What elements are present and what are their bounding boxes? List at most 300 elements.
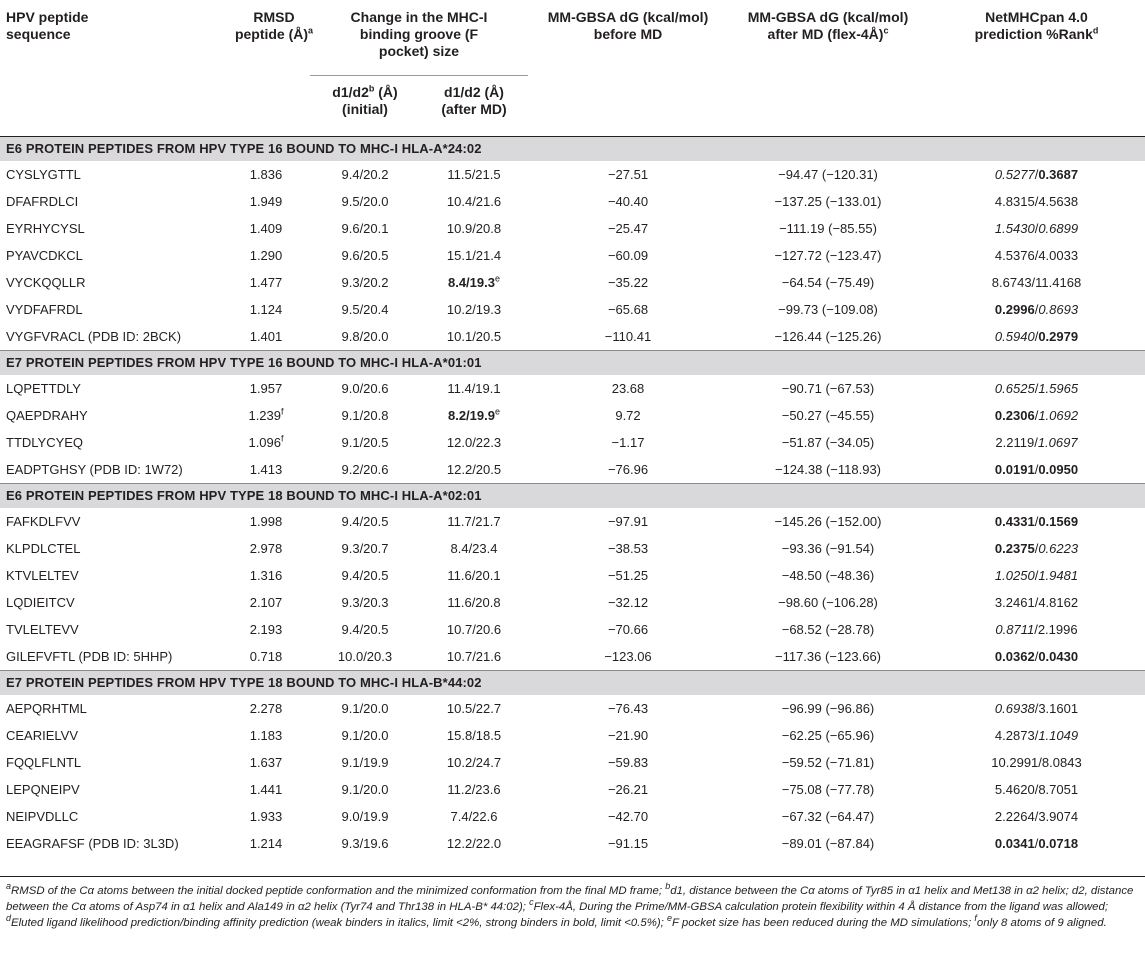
cell-d-after bbox=[420, 616, 528, 643]
header-sequence bbox=[0, 0, 222, 137]
header-groove-text: Change in the MHC-I binding groove (F pocket) size bbox=[350, 9, 488, 59]
cell-rmsd bbox=[222, 535, 310, 562]
header-d-after bbox=[420, 76, 528, 137]
cell-netmhc-ba: 1.1049 bbox=[1038, 727, 1079, 743]
cell-after: −137.25 (−133.01) bbox=[774, 193, 882, 209]
cell-rmsd bbox=[222, 830, 310, 857]
cell-rmsd-value: 1.214 bbox=[249, 835, 283, 851]
cell-sequence: TTDLYCYEQ bbox=[6, 434, 84, 450]
cell-netmhc-ba: 0.1569 bbox=[1038, 513, 1079, 529]
cell-sequence: QAEPDRAHY bbox=[6, 407, 88, 423]
cell-d-initial: 9.4/20.5 bbox=[341, 567, 389, 583]
cell-d-after-value: 11.7/21.7 bbox=[447, 513, 501, 529]
footnote-marker: d bbox=[6, 913, 12, 924]
cell-netmhc-el: 1.5430 bbox=[994, 220, 1035, 236]
cell-rmsd-sup: f bbox=[281, 433, 284, 444]
table-header bbox=[0, 0, 1145, 137]
cell-rmsd-value: 1.401 bbox=[249, 328, 283, 344]
cell-before: 23.68 bbox=[611, 380, 645, 396]
cell-netmhc-sep: / bbox=[1034, 567, 1039, 583]
cell-d-after bbox=[420, 562, 528, 589]
cell-d-after-value: 12.0/22.3 bbox=[446, 434, 502, 450]
cell-netmhc-ba: 11.4168 bbox=[1035, 274, 1082, 290]
cell-d-initial: 9.6/20.1 bbox=[341, 220, 389, 236]
table-row bbox=[0, 830, 1145, 857]
cell-d-after-value: 11.5/21.5 bbox=[447, 166, 501, 182]
section-title: E6 PROTEIN PEPTIDES FROM HPV TYPE 16 BOUND TO MHC-I HLA-A*24:02 bbox=[0, 137, 1145, 162]
cell-d-initial: 9.3/20.3 bbox=[341, 594, 389, 610]
cell-rmsd bbox=[222, 375, 310, 402]
cell-netmhc bbox=[928, 375, 1145, 402]
cell-sequence: PYAVCDKCL bbox=[6, 247, 83, 263]
section-header-row bbox=[0, 484, 1145, 509]
cell-rmsd bbox=[222, 562, 310, 589]
cell-d-after bbox=[420, 535, 528, 562]
header-netmhc bbox=[928, 0, 1145, 137]
cell-d-initial: 9.3/20.7 bbox=[341, 540, 389, 556]
cell-netmhc-ba: 0.8693 bbox=[1038, 301, 1079, 317]
section-header-row bbox=[0, 137, 1145, 162]
cell-before: −21.90 bbox=[607, 727, 649, 743]
cell-netmhc-ba: 4.5638 bbox=[1038, 193, 1079, 209]
section-title: E7 PROTEIN PEPTIDES FROM HPV TYPE 18 BOUND TO MHC-I HLA-B*44:02 bbox=[0, 671, 1145, 696]
cell-netmhc-sep: / bbox=[1034, 781, 1039, 797]
cell-rmsd-value: 1.998 bbox=[249, 513, 283, 529]
footnote-text: RMSD of the Cα atoms between the initial docked peptide conformation and the minimized conformation from the final MD frame; bbox=[11, 885, 666, 897]
cell-d-after-value: 15.1/21.4 bbox=[446, 247, 502, 263]
cell-rmsd bbox=[222, 695, 310, 722]
cell-d-after bbox=[420, 429, 528, 456]
cell-d-after-value: 8.4/23.4 bbox=[450, 540, 498, 556]
cell-netmhc-ba: 4.8162 bbox=[1038, 594, 1079, 610]
cell-netmhc bbox=[928, 508, 1145, 535]
footnote-text: Flex-4Å, During the Prime/MM-GBSA calculation protein flexibility within 4 Å distance from the ligand was allowed; bbox=[533, 901, 1108, 913]
header-rmsd-sup: a bbox=[308, 25, 314, 36]
cell-after: −98.60 (−106.28) bbox=[778, 594, 878, 610]
cell-after: −145.26 (−152.00) bbox=[774, 513, 882, 529]
cell-d-after-value: 7.4/22.6 bbox=[450, 808, 498, 824]
cell-rmsd-value: 1.949 bbox=[249, 193, 283, 209]
cell-rmsd bbox=[222, 456, 310, 484]
cell-d-initial: 9.4/20.5 bbox=[341, 513, 389, 529]
cell-netmhc-el: 2.2119 bbox=[995, 434, 1035, 450]
cell-before: −35.22 bbox=[607, 274, 649, 290]
cell-netmhc bbox=[928, 269, 1145, 296]
section-title: E7 PROTEIN PEPTIDES FROM HPV TYPE 16 BOUND TO MHC-I HLA-A*01:01 bbox=[0, 351, 1145, 376]
cell-d-initial: 10.0/20.3 bbox=[337, 648, 393, 664]
cell-sequence: VYCKQQLLR bbox=[6, 274, 86, 290]
cell-sequence: CEARIELVV bbox=[6, 727, 79, 743]
footnote-marker: c bbox=[529, 897, 534, 908]
footnote-marker: e bbox=[666, 913, 672, 924]
cell-rmsd-value: 1.124 bbox=[249, 301, 283, 317]
cell-d-initial: 9.1/20.8 bbox=[341, 407, 389, 423]
section-header-row bbox=[0, 351, 1145, 376]
cell-d-after-value: 10.7/21.6 bbox=[446, 648, 502, 664]
cell-netmhc-sep: / bbox=[1034, 540, 1039, 556]
cell-sequence: LQDIEITCV bbox=[6, 594, 75, 610]
cell-netmhc bbox=[928, 643, 1145, 671]
footnote bbox=[6, 883, 1139, 931]
table-row bbox=[0, 242, 1145, 269]
cell-sequence: FAFKDLFVV bbox=[6, 513, 81, 529]
cell-rmsd-value: 1.477 bbox=[249, 274, 283, 290]
cell-after: −59.52 (−71.81) bbox=[781, 754, 875, 770]
cell-rmsd bbox=[222, 589, 310, 616]
cell-netmhc-el: 0.6525 bbox=[994, 380, 1035, 396]
cell-rmsd-value: 1.933 bbox=[249, 808, 283, 824]
footnote-text: F pocket size has been reduced during the MD simulations; bbox=[671, 917, 975, 929]
cell-after: −50.27 (−45.55) bbox=[781, 407, 875, 423]
cell-rmsd-value: 1.239 bbox=[248, 407, 282, 423]
cell-rmsd-value: 1.957 bbox=[249, 380, 283, 396]
cell-d-after bbox=[420, 242, 528, 269]
cell-d-after-value: 10.9/20.8 bbox=[446, 220, 502, 236]
cell-rmsd bbox=[222, 323, 310, 351]
cell-netmhc bbox=[928, 749, 1145, 776]
header-netmhc-text: NetMHCpan 4.0 prediction %Rank bbox=[974, 9, 1093, 42]
header-rmsd bbox=[222, 0, 314, 137]
cell-sequence: DFAFRDLCI bbox=[6, 193, 79, 209]
cell-d-initial: 9.4/20.5 bbox=[341, 621, 389, 637]
cell-netmhc-ba: 0.0950 bbox=[1038, 461, 1079, 477]
header-before-text: MM-GBSA dG (kcal/mol) before MD bbox=[547, 9, 709, 42]
table-row bbox=[0, 323, 1145, 351]
cell-netmhc-el: 4.2873 bbox=[994, 727, 1035, 743]
cell-after: −126.44 (−125.26) bbox=[774, 328, 882, 344]
cell-after: −93.36 (−91.54) bbox=[781, 540, 875, 556]
cell-rmsd bbox=[222, 242, 310, 269]
cell-after: −94.47 (−120.31) bbox=[778, 166, 878, 182]
cell-netmhc-sep: / bbox=[1034, 594, 1039, 610]
footnote-text: d1, distance between the Cα atoms of Tyr85 in α1 helix and Met138 in α2 helix; d2, distance between the Cα atoms of Asp74 in α1 helix and Ala149 in α2 helix (Tyr74 and Thr138 in HLA-B* 44:02); bbox=[6, 885, 1134, 913]
section-header-row bbox=[0, 671, 1145, 696]
cell-before: −42.70 bbox=[607, 808, 649, 824]
cell-netmhc-el: 0.2306 bbox=[994, 407, 1035, 423]
cell-sequence: KTVLELTEV bbox=[6, 567, 79, 583]
cell-before: −91.15 bbox=[607, 835, 649, 851]
cell-rmsd bbox=[222, 616, 310, 643]
cell-rmsd-value: 2.278 bbox=[249, 700, 283, 716]
header-after-text: MM-GBSA dG (kcal/mol) after MD (flex-4Å) bbox=[747, 9, 909, 42]
cell-after: −62.25 (−65.96) bbox=[781, 727, 875, 743]
cell-netmhc-ba: 8.0843 bbox=[1041, 754, 1082, 770]
cell-after: −51.87 (−34.05) bbox=[781, 434, 875, 450]
cell-netmhc bbox=[928, 589, 1145, 616]
table-row bbox=[0, 296, 1145, 323]
cell-rmsd-value: 1.637 bbox=[249, 754, 283, 770]
cell-d-initial: 9.0/19.9 bbox=[341, 808, 389, 824]
cell-rmsd bbox=[222, 508, 310, 535]
cell-d-after bbox=[420, 722, 528, 749]
cell-d-after-value: 10.5/22.7 bbox=[446, 700, 502, 716]
cell-d-after-value: 10.4/21.6 bbox=[446, 193, 502, 209]
table-row bbox=[0, 803, 1145, 830]
cell-before: −27.51 bbox=[607, 166, 649, 182]
cell-after: −68.52 (−28.78) bbox=[781, 621, 875, 637]
cell-netmhc-ba: 0.6899 bbox=[1038, 220, 1079, 236]
cell-netmhc-el: 0.8711 bbox=[995, 621, 1035, 637]
cell-netmhc-sep: / bbox=[1034, 247, 1039, 263]
cell-d-after-sup: e bbox=[494, 273, 500, 284]
cell-d-initial: 9.2/20.6 bbox=[341, 461, 389, 477]
cell-rmsd-value: 2.107 bbox=[249, 594, 283, 610]
header-groove bbox=[310, 0, 528, 76]
table-row bbox=[0, 402, 1145, 429]
cell-netmhc-sep: / bbox=[1034, 328, 1039, 344]
cell-d-after-value: 12.2/20.5 bbox=[446, 461, 502, 477]
table-row bbox=[0, 722, 1145, 749]
cell-d-initial: 9.1/20.0 bbox=[341, 700, 389, 716]
table-row bbox=[0, 456, 1145, 484]
cell-netmhc-sep: / bbox=[1031, 274, 1036, 290]
cell-after: −124.38 (−118.93) bbox=[774, 461, 881, 477]
cell-after: −48.50 (−48.36) bbox=[781, 567, 875, 583]
cell-netmhc-sep: / bbox=[1034, 166, 1039, 182]
cell-d-after bbox=[420, 296, 528, 323]
cell-before: −26.21 bbox=[607, 781, 649, 797]
cell-netmhc-sep: / bbox=[1034, 461, 1039, 477]
cell-netmhc-el: 0.6938 bbox=[994, 700, 1035, 716]
cell-rmsd-value: 1.409 bbox=[249, 220, 283, 236]
cell-d-after-value: 10.2/24.7 bbox=[446, 754, 502, 770]
cell-netmhc bbox=[928, 323, 1145, 351]
cell-netmhc-ba: 2.1996 bbox=[1037, 621, 1078, 637]
cell-netmhc-el: 0.2375 bbox=[994, 540, 1035, 556]
cell-sequence: EADPTGHSY (PDB ID: 1W72) bbox=[6, 461, 183, 477]
cell-rmsd-value: 1.096 bbox=[248, 434, 282, 450]
cell-d-after bbox=[420, 589, 528, 616]
footnote-rule bbox=[0, 876, 1145, 877]
cell-netmhc-el: 0.5277 bbox=[994, 166, 1035, 182]
cell-netmhc bbox=[928, 562, 1145, 589]
cell-sequence: EEAGRAFSF (PDB ID: 3L3D) bbox=[6, 835, 179, 851]
table-row bbox=[0, 269, 1145, 296]
cell-netmhc bbox=[928, 242, 1145, 269]
cell-netmhc bbox=[928, 695, 1145, 722]
cell-netmhc-sep: / bbox=[1034, 835, 1039, 851]
cell-before: −25.47 bbox=[607, 220, 649, 236]
cell-rmsd bbox=[222, 722, 310, 749]
cell-before: −60.09 bbox=[607, 247, 649, 263]
header-after-sup: c bbox=[883, 25, 889, 36]
cell-netmhc-ba: 8.7051 bbox=[1038, 781, 1079, 797]
cell-before: −76.43 bbox=[607, 700, 649, 716]
cell-d-after-value: 12.2/22.0 bbox=[446, 835, 502, 851]
cell-netmhc-sep: / bbox=[1034, 301, 1039, 317]
cell-before: −40.40 bbox=[607, 193, 649, 209]
cell-d-after bbox=[420, 402, 528, 429]
cell-d-after bbox=[420, 161, 528, 188]
cell-before: −76.96 bbox=[607, 461, 649, 477]
cell-after: −75.08 (−77.78) bbox=[781, 781, 875, 797]
header-d-after-text: d1/d2 (Å) (after MD) bbox=[441, 84, 507, 117]
footnote-marker: a bbox=[6, 881, 12, 892]
cell-netmhc-sep: / bbox=[1034, 727, 1039, 743]
cell-netmhc-sep: / bbox=[1034, 220, 1039, 236]
cell-netmhc-el: 4.8315 bbox=[994, 193, 1035, 209]
table-row bbox=[0, 776, 1145, 803]
cell-netmhc-sep: / bbox=[1034, 700, 1039, 716]
section-title: E6 PROTEIN PEPTIDES FROM HPV TYPE 18 BOUND TO MHC-I HLA-A*02:01 bbox=[0, 484, 1145, 509]
cell-d-after bbox=[420, 375, 528, 402]
cell-netmhc-sep: / bbox=[1034, 434, 1038, 450]
cell-netmhc bbox=[928, 803, 1145, 830]
cell-before: −65.68 bbox=[607, 301, 649, 317]
cell-before: 9.72 bbox=[615, 407, 641, 423]
cell-netmhc-el: 5.4620 bbox=[994, 781, 1035, 797]
cell-sequence: CYSLYGTTL bbox=[6, 166, 81, 182]
cell-before: −32.12 bbox=[607, 594, 649, 610]
cell-rmsd-value: 1.413 bbox=[249, 461, 283, 477]
cell-before: −70.66 bbox=[607, 621, 649, 637]
cell-netmhc-ba: 0.6223 bbox=[1038, 540, 1079, 556]
cell-rmsd bbox=[222, 161, 310, 188]
cell-after: −99.73 (−109.08) bbox=[778, 301, 878, 317]
cell-sequence: NEIPVDLLC bbox=[6, 808, 79, 824]
cell-netmhc bbox=[928, 535, 1145, 562]
cell-sequence: VYDFAFRDL bbox=[6, 301, 83, 317]
cell-netmhc-sep: / bbox=[1034, 808, 1039, 824]
cell-netmhc-ba: 3.9074 bbox=[1038, 808, 1079, 824]
cell-d-after bbox=[420, 188, 528, 215]
footnote-marker: f bbox=[974, 913, 977, 924]
cell-netmhc-sep: / bbox=[1034, 513, 1039, 529]
cell-netmhc-el: 0.4331 bbox=[994, 513, 1035, 529]
cell-netmhc-el: 4.5376 bbox=[994, 247, 1035, 263]
table-row bbox=[0, 616, 1145, 643]
cell-before: −97.91 bbox=[607, 513, 649, 529]
table-row bbox=[0, 215, 1145, 242]
cell-after: −117.36 (−123.66) bbox=[774, 648, 881, 664]
cell-netmhc-ba: 0.0718 bbox=[1038, 835, 1079, 851]
cell-netmhc-el: 2.2264 bbox=[994, 808, 1035, 824]
cell-rmsd-value: 1.836 bbox=[249, 166, 283, 182]
cell-before: −123.06 bbox=[604, 648, 652, 664]
cell-d-initial: 9.1/19.9 bbox=[341, 754, 389, 770]
cell-rmsd-value: 2.978 bbox=[249, 540, 283, 556]
footnote-text: only 8 atoms of 9 aligned. bbox=[976, 917, 1107, 929]
table-row bbox=[0, 535, 1145, 562]
cell-rmsd-value: 1.183 bbox=[249, 727, 283, 743]
cell-rmsd-value: 1.290 bbox=[249, 247, 283, 263]
cell-after: −89.01 (−87.84) bbox=[781, 835, 875, 851]
table-row bbox=[0, 589, 1145, 616]
cell-d-after bbox=[420, 749, 528, 776]
cell-d-after bbox=[420, 269, 528, 296]
cell-netmhc-el: 1.0250 bbox=[994, 567, 1035, 583]
cell-d-after-value: 10.2/19.3 bbox=[446, 301, 502, 317]
header-d-initial bbox=[310, 76, 420, 137]
cell-sequence: LQPETTDLY bbox=[6, 380, 81, 396]
cell-d-initial: 9.1/20.5 bbox=[341, 434, 389, 450]
cell-d-after-value: 8.2/19.9 bbox=[447, 407, 495, 423]
cell-d-initial: 9.6/20.5 bbox=[341, 247, 389, 263]
cell-sequence: AEPQRHTML bbox=[6, 700, 87, 716]
cell-d-initial: 9.4/20.2 bbox=[341, 166, 389, 182]
cell-after: −67.32 (−64.47) bbox=[781, 808, 875, 824]
header-before bbox=[528, 0, 728, 137]
cell-d-after bbox=[420, 215, 528, 242]
table-row bbox=[0, 161, 1145, 188]
cell-netmhc bbox=[928, 456, 1145, 484]
cell-sequence: TVLELTEVV bbox=[6, 621, 79, 637]
cell-rmsd bbox=[222, 296, 310, 323]
cell-rmsd bbox=[222, 215, 310, 242]
cell-before: −38.53 bbox=[607, 540, 649, 556]
cell-d-after bbox=[420, 695, 528, 722]
cell-d-after-sup: e bbox=[494, 406, 500, 417]
cell-after: −90.71 (−67.53) bbox=[781, 380, 875, 396]
cell-d-after bbox=[420, 643, 528, 671]
cell-netmhc bbox=[928, 402, 1145, 429]
cell-rmsd-sup: f bbox=[281, 406, 284, 417]
cell-before: −59.83 bbox=[607, 754, 649, 770]
header-d-initial-sup: b bbox=[368, 83, 375, 94]
table-row bbox=[0, 643, 1145, 671]
table-body bbox=[0, 137, 1145, 858]
cell-rmsd bbox=[222, 749, 310, 776]
cell-d-after-value: 11.6/20.8 bbox=[447, 594, 501, 610]
cell-d-after-value: 8.4/19.3 bbox=[447, 274, 495, 290]
table-row bbox=[0, 695, 1145, 722]
cell-netmhc-ba: 0.2979 bbox=[1038, 328, 1079, 344]
cell-d-after-value: 11.4/19.1 bbox=[447, 380, 501, 396]
cell-before: −1.17 bbox=[611, 434, 645, 450]
cell-rmsd-value: 0.718 bbox=[249, 648, 283, 664]
cell-netmhc bbox=[928, 161, 1145, 188]
header-after bbox=[728, 0, 928, 137]
table-row bbox=[0, 562, 1145, 589]
cell-sequence: VYGFVRACL (PDB ID: 2BCK) bbox=[6, 328, 182, 344]
cell-d-initial: 9.1/20.0 bbox=[341, 781, 389, 797]
cell-rmsd-value: 1.316 bbox=[249, 567, 283, 583]
cell-d-initial: 9.3/20.2 bbox=[341, 274, 389, 290]
table-row bbox=[0, 375, 1145, 402]
cell-rmsd bbox=[222, 402, 310, 429]
cell-netmhc bbox=[928, 296, 1145, 323]
cell-netmhc bbox=[928, 215, 1145, 242]
cell-netmhc-el: 3.2461 bbox=[994, 594, 1035, 610]
footnote-text: Eluted ligand likelihood prediction/binding affinity prediction (weak binders in italics, limit <2%, strong binders in bold, limit <0.5%); bbox=[11, 917, 667, 929]
cell-netmhc bbox=[928, 188, 1145, 215]
footnote-marker: b bbox=[665, 881, 671, 892]
cell-d-initial: 9.0/20.6 bbox=[341, 380, 389, 396]
cell-rmsd-value: 1.441 bbox=[249, 781, 283, 797]
cell-rmsd bbox=[222, 776, 310, 803]
cell-netmhc-ba: 0.0430 bbox=[1038, 648, 1079, 664]
cell-netmhc-sep: / bbox=[1034, 193, 1039, 209]
cell-d-initial: 9.1/20.0 bbox=[341, 727, 389, 743]
header-sequence-text: HPV peptide sequence bbox=[6, 9, 89, 42]
table-row bbox=[0, 749, 1145, 776]
cell-rmsd bbox=[222, 269, 310, 296]
cell-netmhc-sep: / bbox=[1034, 621, 1038, 637]
cell-netmhc-sep: / bbox=[1034, 380, 1039, 396]
cell-netmhc-el: 0.0191 bbox=[994, 461, 1035, 477]
cell-netmhc-el: 0.5940 bbox=[994, 328, 1035, 344]
table-row bbox=[0, 429, 1145, 456]
cell-netmhc-el: 10.2991 bbox=[991, 754, 1039, 770]
cell-netmhc-sep: / bbox=[1034, 407, 1039, 423]
cell-sequence: EYRHYCYSL bbox=[6, 220, 85, 236]
cell-rmsd-value: 2.193 bbox=[249, 621, 283, 637]
cell-d-initial: 9.3/19.6 bbox=[341, 835, 389, 851]
cell-d-initial: 9.8/20.0 bbox=[341, 328, 389, 344]
cell-after: −96.99 (−96.86) bbox=[781, 700, 875, 716]
header-d-initial-text: d1/d2 bbox=[332, 84, 369, 100]
cell-d-after-value: 11.2/23.6 bbox=[447, 781, 501, 797]
